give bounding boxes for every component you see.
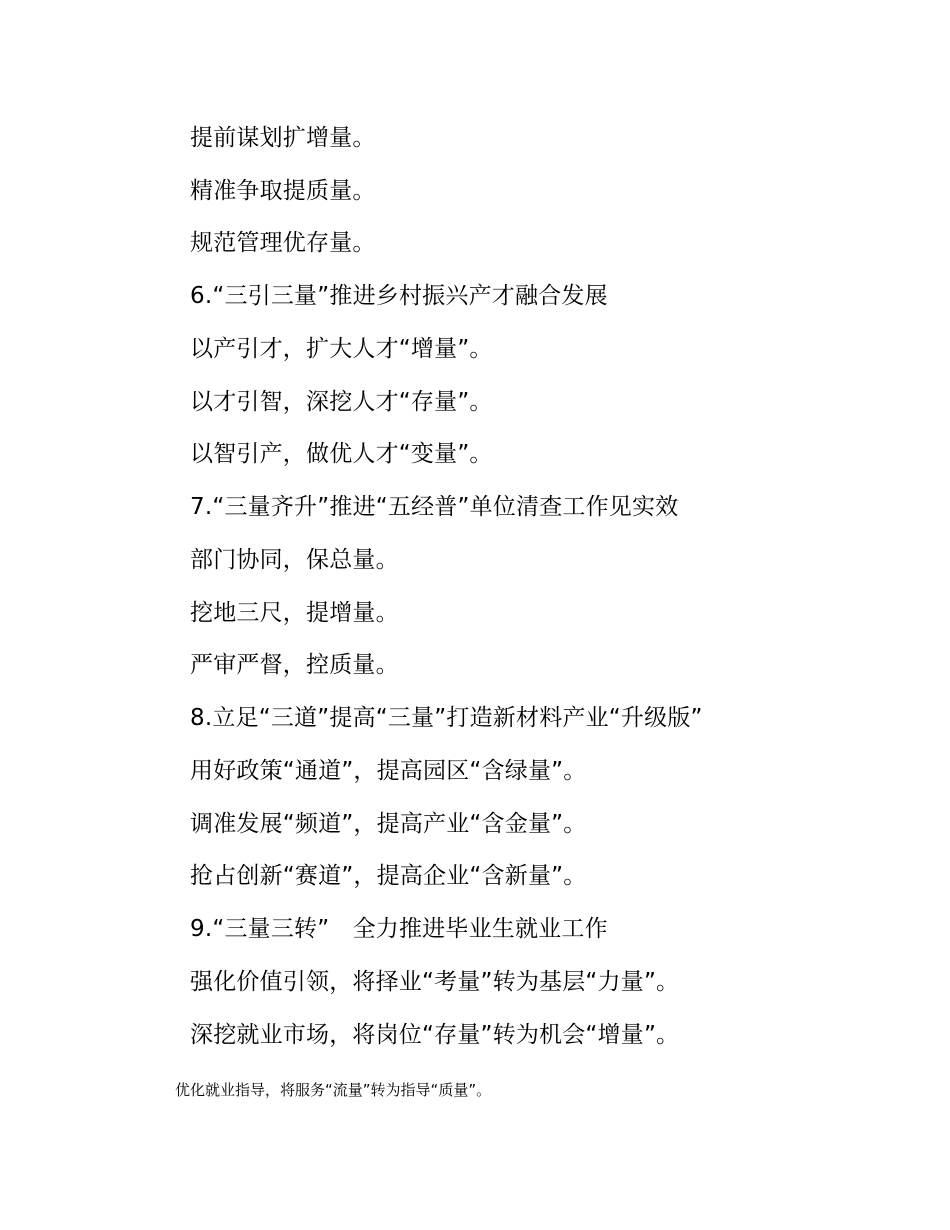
- text-line: 严审严督，控质量。: [190, 652, 399, 678]
- footer-text-line: 优化就业指导，将服务“流量”转为指导“质量”。: [175, 1081, 492, 1099]
- section-heading-6: 6.“三引三量”推进乡村振兴产才融合发展: [190, 283, 608, 309]
- text-line: 精准争取提质量。: [190, 178, 376, 204]
- text-line: 部门协同，保总量。: [190, 547, 399, 573]
- text-line: 提前谋划扩增量。: [190, 125, 376, 151]
- text-line: 用好政策“通道”，提高园区“含绿量”。: [190, 758, 587, 784]
- section-heading-7: 7.“三量齐升”推进“五经普”单位清查工作见实效: [190, 494, 679, 520]
- text-line: 深挖就业市场，将岗位“存量”转为机会“增量”。: [190, 1022, 680, 1048]
- text-line: 以智引产，做优人才“变量”。: [190, 441, 493, 467]
- text-line: 抢占创新“赛道”，提高企业“含新量”。: [190, 863, 587, 889]
- section-heading-8: 8.立足“三道”提高“三量”打造新材料产业“升级版”: [190, 705, 703, 731]
- text-line: 以才引智，深挖人才“存量”。: [190, 389, 493, 415]
- section-heading-9: 9.“三量三转” 全力推进毕业生就业工作: [190, 916, 608, 942]
- text-line: 调准发展“频道”，提高产业“含金量”。: [190, 811, 587, 837]
- text-line: 以产引才，扩大人才“增量”。: [190, 336, 493, 362]
- text-line: 挖地三尺，提增量。: [190, 600, 399, 626]
- text-line: 强化价值引领，将择业“考量”转为基层“力量”。: [190, 969, 680, 995]
- text-line: 规范管理优存量。: [190, 230, 376, 256]
